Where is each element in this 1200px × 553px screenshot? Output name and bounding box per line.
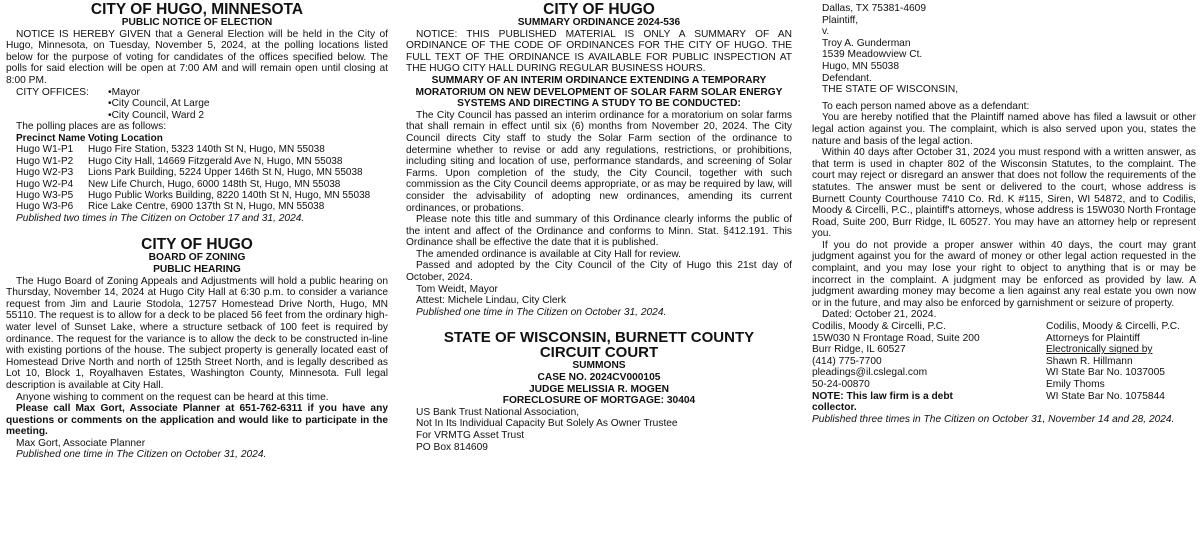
ordinance-summary-heading: SUMMARY OF AN INTERIM ORDINANCE EXTENDING A TEMPORARY MORATORIUM ON NEW DEVELOPMENT OF SOLAR FARM SOLAR ENERGY SYSTEMS AND DIRECTING A STUDY TO BE CONDUCTED: (415, 74, 783, 110)
party-line: Hugo, MN 55038 (822, 60, 900, 72)
election-title: CITY OF HUGO, MINNESOTA (90, 1, 304, 18)
precinct-name: Hugo W3-P5 (16, 189, 74, 201)
summons-paragraph: Within 40 days after October 31, 2024 you must respond with a written answer, as that term is used in chapter 802 of the Wisconsin Statutes, to the complaint. The court may reject or disregard an answer that does not follow the requirements of the statutes. The answer must be sent or delivered to the court, whose address is Burnett County Courthouse 7410 Co. Rd. K #115, Siren, WI 54872, and to Codilis, Moody & Circelli, P.C., plaintiff's attorneys, whose address is 15W030 North Frontage Road, Suite 200, Burr Ridge, IL 60527. You may have an attorney help or represent you. (812, 147, 1196, 240)
party-line: THE STATE OF WISCONSIN, (822, 84, 959, 96)
voting-location: New Life Church, Hugo, 6000 148th St, Hugo, MN 55038 (88, 178, 341, 190)
election-intro: NOTICE IS HEREBY GIVEN that a General Election will be held in the City of Hugo, Minnesota, on Tuesday, November 5, 2024, at the polling locations listed below for the purpose of voting for candidates of the offices specified below. The polls for said election will be open at 7:00 AM and will remain open until closing at 8:00 PM. (6, 28, 388, 86)
summons-paragraph: To each person named above as a defendant: (822, 100, 1030, 112)
ordinance-body: The amended ordinance is available at City Hall for review. (416, 248, 682, 260)
judge-name: JUDGE MELISSIA R. MOGEN (529, 383, 669, 395)
voting-location: Hugo City Hall, 14669 Fitzgerald Ave N, Hugo, MN 55038 (88, 155, 343, 167)
summons-dated: Dated: October 21, 2024. (822, 309, 937, 321)
signer-name: Emily Thoms (1046, 379, 1105, 390)
precinct-name: Hugo W2-P3 (16, 167, 74, 179)
party-line: Dallas, TX 75381-4609 (822, 3, 927, 14)
firm-line: pleadings@il.cslegal.com (812, 367, 928, 379)
firm-line: 15W030 N Frontage Road, Suite 200 (812, 332, 980, 344)
foreclosure-label: FORECLOSURE OF MORTGAGE: 30404 (502, 395, 696, 407)
table-row (16, 156, 370, 167)
column-header: Precinct Name (16, 132, 86, 144)
ordinance-title: CITY OF HUGO (543, 1, 655, 18)
zoning-title: CITY OF HUGO (141, 236, 253, 254)
ordinance-notice (406, 2, 792, 318)
party-line: Troy A. Gunderman (822, 37, 911, 49)
summons-parties (812, 3, 1196, 96)
court-title: STATE OF WISCONSIN, BURNETT COUNTY (443, 329, 755, 347)
summons-paragraph: You are hereby notified that the Plaintiff named above has filed a lawsuit or other legal action against you. The complaint, which is also served upon you, states the nature and basis of the legal action. (812, 112, 1196, 147)
office-item: • City Council, Ward 2 (108, 110, 210, 122)
address-line: PO Box 814609 (416, 441, 488, 453)
zoning-body: The Hugo Board of Zoning Appeals and Adjustments will hold a public hearing on Thursday, November 14, 2024 at Hugo City Hall at 6:30 p.m. to consider a variance request from Jim and Laurie Stodola, 12757 Homestead Drive North, Hugo, MN 55110. The request is to allow for a deck to be placed 56 feet from the ordinary high-water level of Sunset Lake, where a structure setback of 100 feet is required by ordinance. The request for the variance is to allow the deck to be constructed in-line with existing portions of the house. The subject property is generally located east of Homestead Drive North and north of 125th Street North, and is legally described as Lot 10, Block 1, Royalhaven Estates, Washington County, Minnesota. Full legal description is available at City Hall. (6, 275, 388, 391)
table-row (16, 179, 370, 190)
firm-line: Codilis, Moody & Circelli, P.C. (812, 321, 946, 333)
precinct-name: Hugo W3-P6 (16, 201, 74, 213)
table-row (16, 201, 370, 212)
table-row (16, 190, 370, 201)
polling-table (16, 133, 370, 213)
address-line: For VRMTG Asset Trust (416, 430, 525, 441)
firm-line: 50-24-00870 (812, 379, 870, 390)
address-line: US Bank Trust National Association, (416, 406, 580, 418)
attorney-role: Attorneys for Plaintiff (1046, 332, 1140, 344)
court-summons (406, 331, 792, 453)
ordinance-subtitle: SUMMARY ORDINANCE 2024-536 (517, 17, 681, 28)
ordinance-mayor: Tom Weidt, Mayor (416, 283, 498, 295)
offices-list (108, 87, 210, 122)
debt-collector-note: NOTE: This law firm is a debt collector. (812, 390, 953, 414)
firm-name: Codilis, Moody & Circelli, P.C. (1046, 321, 1180, 333)
column-3 (812, 3, 1196, 425)
party-line: 1539 Meadowview Ct. (822, 49, 923, 61)
zoning-contact: Please call Max Gort, Associate Planner at 651-762-6311 if you have any questions or comments on the application and would like to participate in the meeting. (6, 403, 388, 438)
zoning-subtitle: BOARD OF ZONING (148, 252, 246, 264)
attorney-signature (1046, 321, 1196, 414)
ordinance-body: Please note this title and summary of this Ordinance clearly informs the public of the intent and affect of the Ordinance and conforms to Minn. Stat. §412.191. This Ordinance shall be effective the date that it is published. (406, 214, 792, 249)
election-published: Published two times in The Citizen on October 17 and 31, 2024. (16, 212, 305, 224)
zoning-published: Published one time in The Citizen on October 31, 2024. (16, 449, 267, 461)
firm-contact (812, 321, 1044, 414)
ordinance-body: Passed and adopted by the City Council of the City of Hugo this 21st day of October, 2024. (406, 260, 792, 284)
ordinance-body: The City Council has passed an interim ordinance for a moratorium on solar farms that shall remain in effect until six (6) months from November 20, 2024. The City Council directs City staff to study the Solar Farm section of the ordinance to determine whether to revise or add any regulations, restrictions, or prohibitions, including siting and location of use, performance standards, and screening of Solar Farms. Upon completion of the study, the City Council, together with such commission as the City Council deems appropriate, or as may be required by law, will consider the advisability of adopting new ordinances, amending its current ordinances, or probations. (406, 109, 792, 214)
precinct-name: Hugo W1-P1 (16, 144, 74, 156)
office-item: • Mayor (108, 87, 210, 99)
bar-number: WI State Bar No. 1075844 (1046, 390, 1165, 402)
zoning-body: Anyone wishing to comment on the request can be heard at this time. (16, 391, 329, 403)
table-row (16, 144, 370, 155)
plaintiff-address (406, 407, 792, 453)
firm-line: Burr Ridge, IL 60527 (812, 344, 906, 356)
address-line: Not In Its Individual Capacity But Solely As Owner Trustee (416, 418, 678, 430)
election-notice (6, 2, 388, 224)
case-number: CASE NO. 2024CV000105 (537, 372, 661, 384)
zoning-signer: Max Gort, Associate Planner (16, 437, 146, 449)
summons-published: Published three times in The Citizen on October 31, November 14 and 28, 2024. (812, 413, 1175, 425)
signer-name: Shawn R. Hillmann (1046, 355, 1133, 367)
voting-location: Hugo Fire Station, 5323 140th St N, Hugo, MN 55038 (88, 144, 325, 156)
summons-paragraph: If you do not provide a proper answer within 40 days, the court may grant judgment against you for the award of money or other legal action requested in the complaint, and you may lose your right to object to anything that is or may be incorrect in the complaint. A judgment may be enforced as provided by law. A judgment awarding money may become a lien against any real estate you own now or in the future, and may also be enforced by garnishment or seizure of property. (812, 239, 1196, 309)
firm-line: (414) 775-7700 (812, 355, 882, 367)
column-2 (406, 2, 792, 453)
ordinance-notice-text: NOTICE: THIS PUBLISHED MATERIAL IS ONLY A SUMMARY OF AN ORDINANCE OF THE CODE OF ORDINANCES FOR THE CITY OF HUGO. THE FULL TEXT OF THE ORDINANCE IS AVAILABLE FOR PUBLIC INSPECTION AT THE HUGO CITY HALL DURING REGULAR BUSINESS HOURS. (406, 28, 792, 75)
table-header-row (16, 133, 370, 144)
office-item: • City Council, At Large (108, 98, 210, 110)
city-offices (6, 87, 388, 122)
voting-location: Hugo Public Works Building, 8220 140th St N, Hugo, MN 55038 (88, 189, 371, 201)
summons-label: SUMMONS (572, 360, 626, 372)
zoning-notice (6, 237, 388, 461)
zoning-subtitle: PUBLIC HEARING (153, 263, 241, 275)
ordinance-attest: Attest: Michele Lindau, City Clerk (416, 295, 567, 307)
precinct-name: Hugo W1-P2 (16, 155, 74, 167)
signature-block (812, 321, 1196, 414)
column-1 (6, 2, 388, 461)
precinct-name: Hugo W2-P4 (16, 178, 74, 190)
bar-number: WI State Bar No. 1037005 (1046, 367, 1165, 379)
ordinance-published: Published one time in The Citizen on October 31, 2024. (416, 306, 667, 318)
voting-location: Lions Park Building, 5224 Upper 146th St N, Hugo, MN 55038 (88, 167, 363, 179)
voting-location: Rice Lake Centre, 6900 137th St N, Hugo, MN 55038 (88, 201, 325, 213)
party-line: v. (822, 26, 830, 38)
party-line: Plaintiff, (822, 14, 859, 26)
signed-by-label: Electronically signed by (1046, 344, 1153, 356)
polling-intro: The polling places are as follows: (16, 121, 167, 133)
column-header: Voting Location (88, 132, 163, 144)
table-row (16, 167, 370, 178)
offices-label: CITY OFFICES: (16, 86, 89, 98)
court-title: CIRCUIT COURT (539, 343, 659, 361)
election-subtitle: PUBLIC NOTICE OF ELECTION (121, 17, 273, 28)
party-line: Defendant. (822, 72, 872, 84)
